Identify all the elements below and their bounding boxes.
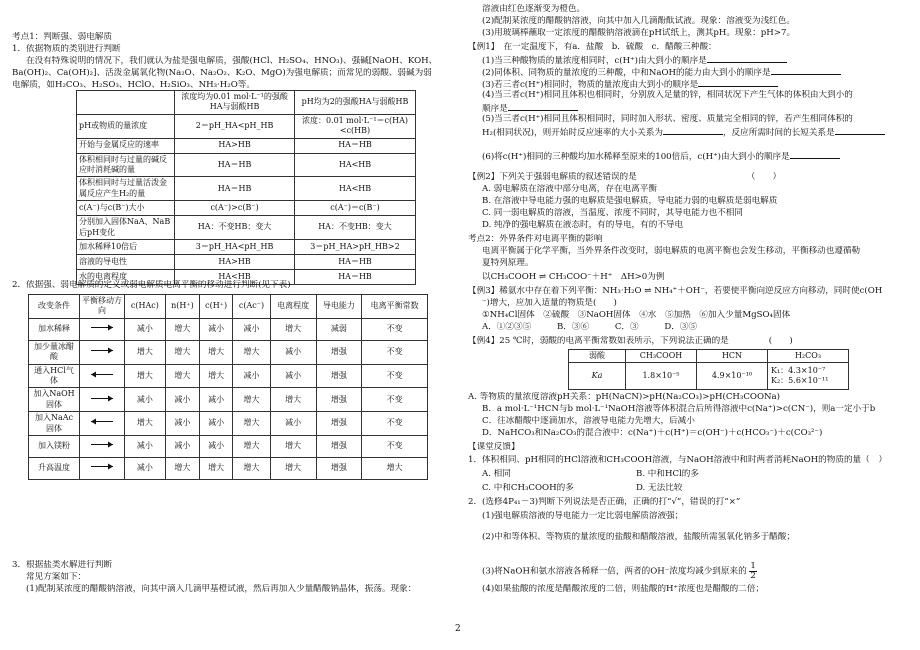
- table-cell: 1.8×10⁻⁵: [626, 363, 697, 390]
- section-3-title: 3．根据盐类水解进行判断: [12, 560, 112, 570]
- example-3-items: ①NH₄Cl固体 ②硫酸 ③NaOH固体 ④水 ⑤加热 ⑥加入少量MgSO₄固体: [482, 310, 791, 320]
- table-cell: 加水稀释: [29, 318, 80, 340]
- table-header-cell: [77, 91, 175, 115]
- table-cell: 不变: [362, 318, 428, 340]
- example-1-q4-cont: 顺序是: [482, 102, 578, 115]
- table-row: [77, 138, 416, 153]
- example-3-line-2: ⁻)增大，应加入适量的物质是( ): [482, 298, 617, 308]
- shift-direction-cell: [80, 364, 125, 388]
- table-cell: 增大: [270, 435, 316, 457]
- table-header-cell: 导电能力: [316, 295, 362, 319]
- arrow-right-icon: [89, 440, 115, 449]
- table-cell: 不变: [362, 388, 428, 412]
- shift-direction-cell: [80, 388, 125, 412]
- table-cell: 加入NaAc固体: [29, 412, 80, 436]
- table-cell: HA>HB: [175, 254, 295, 269]
- table-cell: 减小: [233, 364, 270, 388]
- example-1-q1: (1)当三种酸物质的量浓度相同时，c(H⁺)由大到小的顺序是: [482, 54, 787, 67]
- table-cell: 减小: [270, 364, 316, 388]
- example-1-q5: (5)当三者c(H⁺)相同且体积相同时，同时加入形状、密度、质量完全相同的锌，若产生相同体积的: [482, 114, 853, 124]
- table-cell: 增大: [233, 435, 270, 457]
- arrow-right-icon: [89, 323, 115, 332]
- shift-direction-cell: [80, 340, 125, 364]
- feedback-q1-options-ab: A. 相同 B. 中和HCl的多: [482, 469, 699, 479]
- table-cell: 增强: [316, 412, 362, 436]
- table-header-cell: n(H⁺): [165, 295, 199, 319]
- table-cell: 水的电离程度: [77, 269, 175, 284]
- table-cell: K₁：4.3×10⁻⁷ K₂：5.6×10⁻¹¹: [768, 363, 849, 390]
- table-cell: HA>HB: [175, 138, 295, 153]
- table-cell: HA＝HB: [175, 177, 295, 201]
- table-cell: 升高温度: [29, 457, 80, 479]
- table-cell: 增强: [316, 364, 362, 388]
- table-cell: 减小: [165, 412, 199, 436]
- feedback-q2-3: (3)将NaOH和氨水溶液各稀释一倍，两者的OH⁻浓度均减少到原来的 $\frac{1}{2}$: [482, 562, 756, 581]
- feedback-heading: 【课堂反馈】: [468, 442, 520, 452]
- arrow-right-icon: [89, 394, 115, 403]
- table-cell: HA：不变HB：变大: [295, 216, 416, 240]
- table-cell: HA＝HB: [295, 254, 416, 269]
- table-row: [77, 153, 416, 177]
- table-header-row: [77, 91, 416, 115]
- table-cell: 增大: [199, 364, 232, 388]
- table-cell: 减弱: [316, 318, 362, 340]
- table-cell: 加入NaOH固体: [29, 388, 80, 412]
- example-3-line-1: 【例3】稀氨水中存在着下列平衡：NH₃·H₂O ⇌ NH₄⁺＋OH⁻，若要使平衡向逆反应方向移动，同时使c(OH: [468, 286, 883, 296]
- table-row: [29, 340, 428, 364]
- table-cell: 增强: [316, 388, 362, 412]
- arrow-right-icon: [89, 462, 115, 471]
- table-cell: 减小: [165, 388, 199, 412]
- table-cell: 增大: [270, 457, 316, 479]
- table-row: [77, 239, 416, 254]
- equilibrium-equation: 以CH₃COOH ⇌ CH₃COO⁻＋H⁺ ΔH>0为例: [482, 272, 665, 282]
- table-header-cell: 弱酸: [569, 350, 626, 363]
- table-cell: 增大: [125, 364, 166, 388]
- table-cell: HA＝HB: [175, 153, 295, 177]
- example-1-title: 【例1】 在一定温度下，有a．盐酸 b．硫酸 c．醋酸三种酸：: [468, 42, 717, 52]
- table-row: [77, 254, 416, 269]
- example-2-option-c: C. 同一弱电解质的溶液，当温度、浓度不同时，其导电能力也不相同: [482, 208, 743, 218]
- table-row: [77, 177, 416, 201]
- table-cell: 增大: [233, 388, 270, 412]
- topic-heading: 考点1：判断强、弱电解质: [12, 32, 112, 42]
- table-cell: 减小: [199, 318, 232, 340]
- arrow-left-icon: [89, 370, 115, 379]
- table-cell: 4.9×10⁻¹⁰: [697, 363, 768, 390]
- table-cell: 减小: [125, 388, 166, 412]
- arrow-right-icon: [89, 346, 115, 355]
- table-cell: 增大: [165, 318, 199, 340]
- table-cell: 增大: [199, 340, 232, 364]
- example-1-q2: (2)同体积、同物质的量浓度的三种酸，中和NaOH的能力由大到小的顺序是: [482, 66, 841, 79]
- arrow-left-icon: [89, 417, 115, 426]
- table-cell: 增大: [233, 340, 270, 364]
- table-cell: 体积相同时与过量的碱反应时消耗碱的量: [77, 153, 175, 177]
- table-cell: pH或物质的量浓度: [77, 114, 175, 138]
- table-cell: 3＝pH_HA>pH_HB>2: [295, 239, 416, 254]
- fraction: $\frac{1}{2}$: [750, 562, 756, 581]
- table-cell: 减小: [270, 340, 316, 364]
- table-cell: HA<HB: [175, 269, 295, 284]
- shift-direction-cell: [80, 435, 125, 457]
- table-header-cell: c(H⁺): [199, 295, 232, 319]
- table-row: [77, 216, 416, 240]
- section-1-para-2: Ba(OH)₂、Ca(OH)₂]、活泼金属氧化物(Na₂O、Na₂O₂、K₂O、MgO)为强电解质；而常见的弱酸、弱碱为弱: [12, 68, 432, 78]
- table-cell: 增大: [233, 412, 270, 436]
- table-cell: 增大: [165, 457, 199, 479]
- table-cell: 增大: [165, 364, 199, 388]
- table-header-cell: CH₃COOH: [626, 350, 697, 363]
- table-row: [29, 412, 428, 436]
- table-header-cell: 电离平衡常数: [362, 295, 428, 319]
- ka-table: [568, 349, 849, 390]
- table-cell: 减小: [125, 435, 166, 457]
- table-row: [29, 435, 428, 457]
- section-1-para-1: 在没有特殊说明的情况下，我们就认为盐是强电解质，强酸(HCl、H₂SO₄、HNO₃)、强碱[NaOH、KOH、: [26, 56, 438, 66]
- table-cell: c(A⁻)＝c(B⁻): [295, 201, 416, 216]
- table-row: [29, 318, 428, 340]
- table-row: [29, 457, 428, 479]
- table-cell: 增大: [199, 457, 232, 479]
- section-1-para-3: 电解质，如H₂CO₃、H₂SO₃、HClO、H₂SiO₃、NH₃·H₂O等。: [12, 80, 255, 90]
- table-cell: c(A⁻)与c(B⁻)大小: [77, 201, 175, 216]
- section-1-title: 1．依据物质的类别进行判断: [12, 44, 121, 54]
- example-4-option-d: D．NaHCO₃和Na₂CO₃的混合液中：c(Na⁺)＋c(H⁺)＝c(OH⁻)＋c(HCO₃⁻)＋c(CO₃²⁻): [482, 428, 823, 438]
- page-number: 2: [455, 624, 461, 634]
- example-1-q4: (4)当三者c(H⁺)相同且体积也相同时，分别放入足量的锌，相同状况下产生气体的体积由大到小的: [482, 90, 853, 100]
- table-cell: 浓度：0.01 mol·L⁻¹＝c(HA)<c(HB): [295, 114, 416, 138]
- table-cell: 增大: [125, 340, 166, 364]
- table-cell: 不变: [362, 412, 428, 436]
- section-2-title: 2．依据强、弱电解质的定义或弱电解质电离平衡的移动进行判断(见下表): [12, 280, 291, 290]
- table-cell: HA<HB: [295, 177, 416, 201]
- table-cell: 开始与金属反应的速率: [77, 138, 175, 153]
- table-cell: 增强: [316, 340, 362, 364]
- feedback-q2-1: (1)强电解质溶液的导电能力一定比弱电解质溶液强；: [482, 511, 684, 521]
- table-header-cell: c(HAc): [125, 295, 166, 319]
- table-cell: 增强: [316, 435, 362, 457]
- example-2-option-a: A. 弱电解质在溶液中部分电离，存在电离平衡: [482, 184, 657, 194]
- table-cell: HA<HB: [295, 153, 416, 177]
- example-4-option-c: C．往冰醋酸中逐滴加水，溶液导电能力先增大，后减小: [482, 416, 695, 426]
- section-3-para-1: 常见方案如下：: [26, 572, 87, 582]
- table-cell: 不变: [362, 340, 428, 364]
- topic-2-para-2: 夏特列原理。: [482, 258, 534, 268]
- example-4-option-b: B．a mol·L⁻¹HCN与b mol·L⁻¹NaOH溶液等体积混合后所得溶液中c(Na⁺)>c(CN⁻)，则a一定小于b: [482, 404, 876, 414]
- example-2-title: 【例2】下列关于强弱电解质的叙述错误的是 （ ）: [468, 172, 782, 182]
- topic-2-para-1: 电离平衡属于化学平衡，当外界条件改变时，弱电解质的电离平衡也会发生移动，平衡移动也遵循勒: [482, 246, 861, 256]
- table-cell: 减小: [233, 318, 270, 340]
- table-cell: 减小: [270, 412, 316, 436]
- shift-direction-cell: [80, 412, 125, 436]
- table-cell: 增大: [165, 340, 199, 364]
- feedback-q2-2: (2)中和等体积、等物质的量浓度的盐酸和醋酸溶液，盐酸所需氢氧化钠多于醋酸；: [482, 532, 795, 542]
- table-cell: 不变: [362, 435, 428, 457]
- example-2-option-b: B. 在溶液中导电能力强的电解质是强电解质，导电能力弱的电解质是弱电解质: [482, 196, 778, 206]
- method-3: (3)用玻璃棒蘸取一定浓度的醋酸钠溶液滴在pH试纸上，测其pH。现象：pH>7。: [482, 28, 796, 38]
- example-4-title: 【例4】25 ℃时，弱酸的电离平衡常数如表所示，下列说法正确的是 ( ): [468, 336, 793, 346]
- table-row: [569, 363, 849, 390]
- table-row: [77, 201, 416, 216]
- feedback-q2-title: 2．(选修4P₄₁－3)判断下列说法是否正确，正确的打“√”，错误的打“×”: [468, 497, 741, 507]
- table-cell: 减小: [125, 318, 166, 340]
- table-header-cell: 平衡移动方向: [80, 295, 125, 319]
- strong-weak-acid-table: [76, 90, 416, 285]
- table-cell: 减小: [199, 412, 232, 436]
- example-1-q3: (3)若三者c(H⁺)相同时，物质的量浓度由大到小的顺序是: [482, 78, 778, 91]
- table-cell: 溶液的导电性: [77, 254, 175, 269]
- table-cell: 不变: [362, 364, 428, 388]
- table-cell: 加少量冰醋酸: [29, 340, 80, 364]
- table-row: [77, 114, 416, 138]
- table-header-cell: c(Ac⁻): [233, 295, 270, 319]
- table-header-cell: H₂CO₃: [768, 350, 849, 363]
- table-header-row: [569, 350, 849, 363]
- table-row: [29, 364, 428, 388]
- method-2: (2)配制某浓度的醋酸钠溶液，向其中加入几滴酚酞试液。现象：溶液变为浅红色。: [482, 16, 795, 26]
- shift-direction-cell: [80, 457, 125, 479]
- table-cell: HA＝HB: [295, 269, 416, 284]
- example-4-option-a: A. 等物质的量浓度溶液pH关系：pH(NaCN)>pH(Na₂CO₃)>pH(CH₃COONa): [468, 392, 781, 402]
- table-cell: 增大: [362, 457, 428, 479]
- table-header-cell: 电离程度: [270, 295, 316, 319]
- table-header-row: [29, 295, 428, 319]
- table-cell: 增大: [270, 318, 316, 340]
- table-cell: 加水稀释10倍后: [77, 239, 175, 254]
- feedback-q2-4: (4)如果盐酸的浓度是醋酸浓度的二倍，则盐酸的H⁺浓度也是醋酸的二倍；: [482, 584, 765, 594]
- table-cell: 通入HCl气体: [29, 364, 80, 388]
- topic-2-heading: 考点2：外界条件对电离平衡的影响: [468, 234, 603, 244]
- table-cell: 减小: [199, 435, 232, 457]
- table-cell: Ka: [569, 363, 626, 390]
- table-cell: 体积相同时与过量活泼金属反应产生H₂的量: [77, 177, 175, 201]
- table-cell: HA＝HB: [295, 138, 416, 153]
- table-cell: 增大: [233, 457, 270, 479]
- table-cell: 分别加入固体NaA、NaB后pH变化: [77, 216, 175, 240]
- table-cell: 减小: [165, 435, 199, 457]
- table-header-cell: pH均为2的强酸HA与弱酸HB: [295, 91, 416, 115]
- method-1-result: 溶液由红色逐渐变为橙色。: [482, 4, 586, 14]
- table-header-cell: 浓度均为0.01 mol·L⁻¹的强酸HA与弱酸HB: [175, 91, 295, 115]
- table-cell: 减小: [199, 388, 232, 412]
- feedback-q1-options-cd: C. 中和CH₃COOH的多 D. 无法比较: [482, 483, 683, 493]
- shift-direction-cell: [80, 318, 125, 340]
- table-cell: 3＝pH_HA<pH_HB: [175, 239, 295, 254]
- table-cell: 加入镁粉: [29, 435, 80, 457]
- table-cell: 增大: [125, 412, 166, 436]
- table-row: [29, 388, 428, 412]
- equilibrium-shift-table: [28, 294, 428, 480]
- table-cell: HA：不变HB：变大: [175, 216, 295, 240]
- table-header-cell: 改变条件: [29, 295, 80, 319]
- section-3-para-2: (1)配制某浓度的醋酸钠溶液，向其中滴入几滴甲基橙试液，然后再加入少量醋酸钠晶体，振荡。现象：: [26, 584, 417, 594]
- table-cell: c(A⁻)>c(B⁻): [175, 201, 295, 216]
- example-2-option-d: D. 纯净的强电解质在液态时，有的导电，有的不导电: [482, 220, 684, 230]
- table-cell: 增强: [316, 457, 362, 479]
- table-cell: 2＝pH_HA<pH_HB: [175, 114, 295, 138]
- table-cell: 减小: [125, 457, 166, 479]
- table-cell: 增大: [270, 388, 316, 412]
- feedback-q1: 1．体积相同、pH相同的HCl溶液和CH₃COOH溶液，与NaOH溶液中和时两者消耗NaOH的物质的量（ ）: [468, 455, 887, 465]
- example-1-q5-cont: H₂(相同状况)，则开始时反应速率的大小关系为 ，反应所需时间的长短关系是: [482, 126, 885, 139]
- table-header-cell: HCN: [697, 350, 768, 363]
- example-1-q6: (6)将c(H⁺)相同的三种酸均加水稀释至原来的100倍后，c(H⁺)由大到小的顺序是: [482, 150, 840, 163]
- example-3-options: A．①②③⑤ B．③⑥ C．③ D．③⑤: [482, 322, 698, 332]
